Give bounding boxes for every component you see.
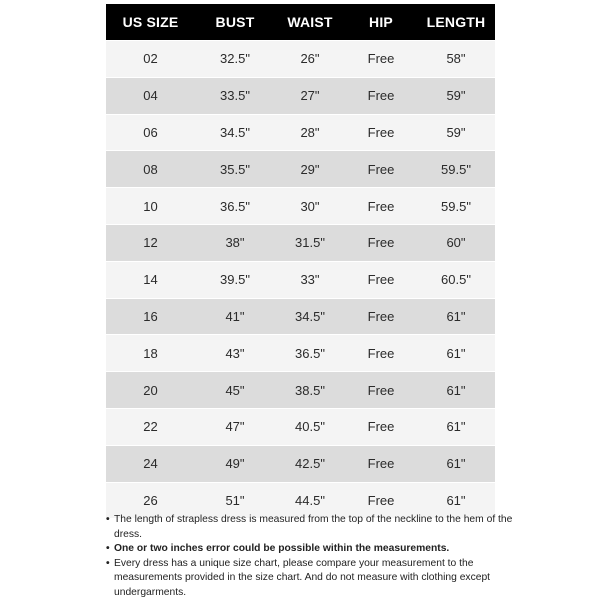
note-text: The length of strapless dress is measured from the top of the neckline to the hem of the dress. bbox=[114, 514, 513, 540]
bust-cell: 45" bbox=[195, 372, 275, 409]
note-item bbox=[106, 542, 526, 557]
size-chart bbox=[106, 4, 495, 518]
hip-cell: Free bbox=[345, 77, 417, 114]
length-cell: 61" bbox=[417, 335, 495, 372]
bust-cell: 51" bbox=[195, 482, 275, 518]
table-body bbox=[106, 41, 495, 519]
hip-cell: Free bbox=[345, 114, 417, 151]
bust-cell: 49" bbox=[195, 445, 275, 482]
bust-cell: 39.5" bbox=[195, 261, 275, 298]
length-cell: 59.5" bbox=[417, 188, 495, 225]
hip-cell: Free bbox=[345, 335, 417, 372]
us-size-cell: 04 bbox=[106, 77, 195, 114]
table-row bbox=[106, 261, 495, 298]
length-cell: 60.5" bbox=[417, 261, 495, 298]
us-size-cell: 18 bbox=[106, 335, 195, 372]
us-size-cell: 26 bbox=[106, 482, 195, 518]
hip-cell: Free bbox=[345, 261, 417, 298]
table-row bbox=[106, 224, 495, 261]
length-cell: 59" bbox=[417, 77, 495, 114]
notes-section bbox=[106, 513, 526, 600]
table-row bbox=[106, 151, 495, 188]
us-size-cell: 14 bbox=[106, 261, 195, 298]
hip-cell: Free bbox=[345, 372, 417, 409]
header-hip: HIP bbox=[345, 4, 417, 41]
waist-cell: 44.5" bbox=[275, 482, 345, 518]
hip-cell: Free bbox=[345, 224, 417, 261]
table-header-row bbox=[106, 4, 495, 41]
length-cell: 61" bbox=[417, 408, 495, 445]
bullet-icon: • bbox=[106, 543, 110, 554]
waist-cell: 30" bbox=[275, 188, 345, 225]
waist-cell: 27" bbox=[275, 77, 345, 114]
us-size-cell: 10 bbox=[106, 188, 195, 225]
waist-cell: 34.5" bbox=[275, 298, 345, 335]
bust-cell: 36.5" bbox=[195, 188, 275, 225]
length-cell: 59" bbox=[417, 114, 495, 151]
table-row bbox=[106, 188, 495, 225]
bullet-icon: • bbox=[106, 557, 110, 569]
hip-cell: Free bbox=[345, 445, 417, 482]
bust-cell: 32.5" bbox=[195, 41, 275, 78]
length-cell: 58" bbox=[417, 41, 495, 78]
bust-cell: 43" bbox=[195, 335, 275, 372]
table-row bbox=[106, 114, 495, 151]
table-row bbox=[106, 335, 495, 372]
length-cell: 61" bbox=[417, 445, 495, 482]
hip-cell: Free bbox=[345, 188, 417, 225]
note-text: One or two inches error could be possible within the measurements. bbox=[114, 543, 450, 554]
us-size-cell: 20 bbox=[106, 372, 195, 409]
length-cell: 61" bbox=[417, 298, 495, 335]
length-cell: 59.5" bbox=[417, 151, 495, 188]
hip-cell: Free bbox=[345, 151, 417, 188]
bust-cell: 41" bbox=[195, 298, 275, 335]
bullet-icon: • bbox=[106, 514, 110, 525]
note-item bbox=[106, 557, 526, 600]
bust-cell: 33.5" bbox=[195, 77, 275, 114]
us-size-cell: 24 bbox=[106, 445, 195, 482]
waist-cell: 40.5" bbox=[275, 408, 345, 445]
us-size-cell: 12 bbox=[106, 224, 195, 261]
header-us-size: US SIZE bbox=[106, 4, 195, 41]
table-row bbox=[106, 41, 495, 78]
table-row bbox=[106, 445, 495, 482]
length-cell: 60" bbox=[417, 224, 495, 261]
length-cell: 61" bbox=[417, 482, 495, 518]
waist-cell: 42.5" bbox=[275, 445, 345, 482]
header-bust: BUST bbox=[195, 4, 275, 41]
table-row bbox=[106, 77, 495, 114]
table-row bbox=[106, 372, 495, 409]
bust-cell: 47" bbox=[195, 408, 275, 445]
size-table bbox=[106, 4, 495, 518]
hip-cell: Free bbox=[345, 482, 417, 518]
note-item bbox=[106, 513, 526, 542]
bust-cell: 34.5" bbox=[195, 114, 275, 151]
bust-cell: 38" bbox=[195, 224, 275, 261]
bust-cell: 35.5" bbox=[195, 151, 275, 188]
header-waist: WAIST bbox=[275, 4, 345, 41]
hip-cell: Free bbox=[345, 408, 417, 445]
us-size-cell: 22 bbox=[106, 408, 195, 445]
hip-cell: Free bbox=[345, 298, 417, 335]
waist-cell: 28" bbox=[275, 114, 345, 151]
note-text: Every dress has a unique size chart, please compare your measurement to the measurements provided in the size chart. And do not measure with clothing except undergarments. bbox=[114, 557, 491, 598]
us-size-cell: 08 bbox=[106, 151, 195, 188]
table-row bbox=[106, 298, 495, 335]
waist-cell: 26" bbox=[275, 41, 345, 78]
waist-cell: 29" bbox=[275, 151, 345, 188]
length-cell: 61" bbox=[417, 372, 495, 409]
table-row bbox=[106, 408, 495, 445]
us-size-cell: 02 bbox=[106, 41, 195, 78]
waist-cell: 31.5" bbox=[275, 224, 345, 261]
waist-cell: 36.5" bbox=[275, 335, 345, 372]
hip-cell: Free bbox=[345, 41, 417, 78]
header-length: LENGTH bbox=[417, 4, 495, 41]
us-size-cell: 16 bbox=[106, 298, 195, 335]
waist-cell: 38.5" bbox=[275, 372, 345, 409]
waist-cell: 33" bbox=[275, 261, 345, 298]
us-size-cell: 06 bbox=[106, 114, 195, 151]
